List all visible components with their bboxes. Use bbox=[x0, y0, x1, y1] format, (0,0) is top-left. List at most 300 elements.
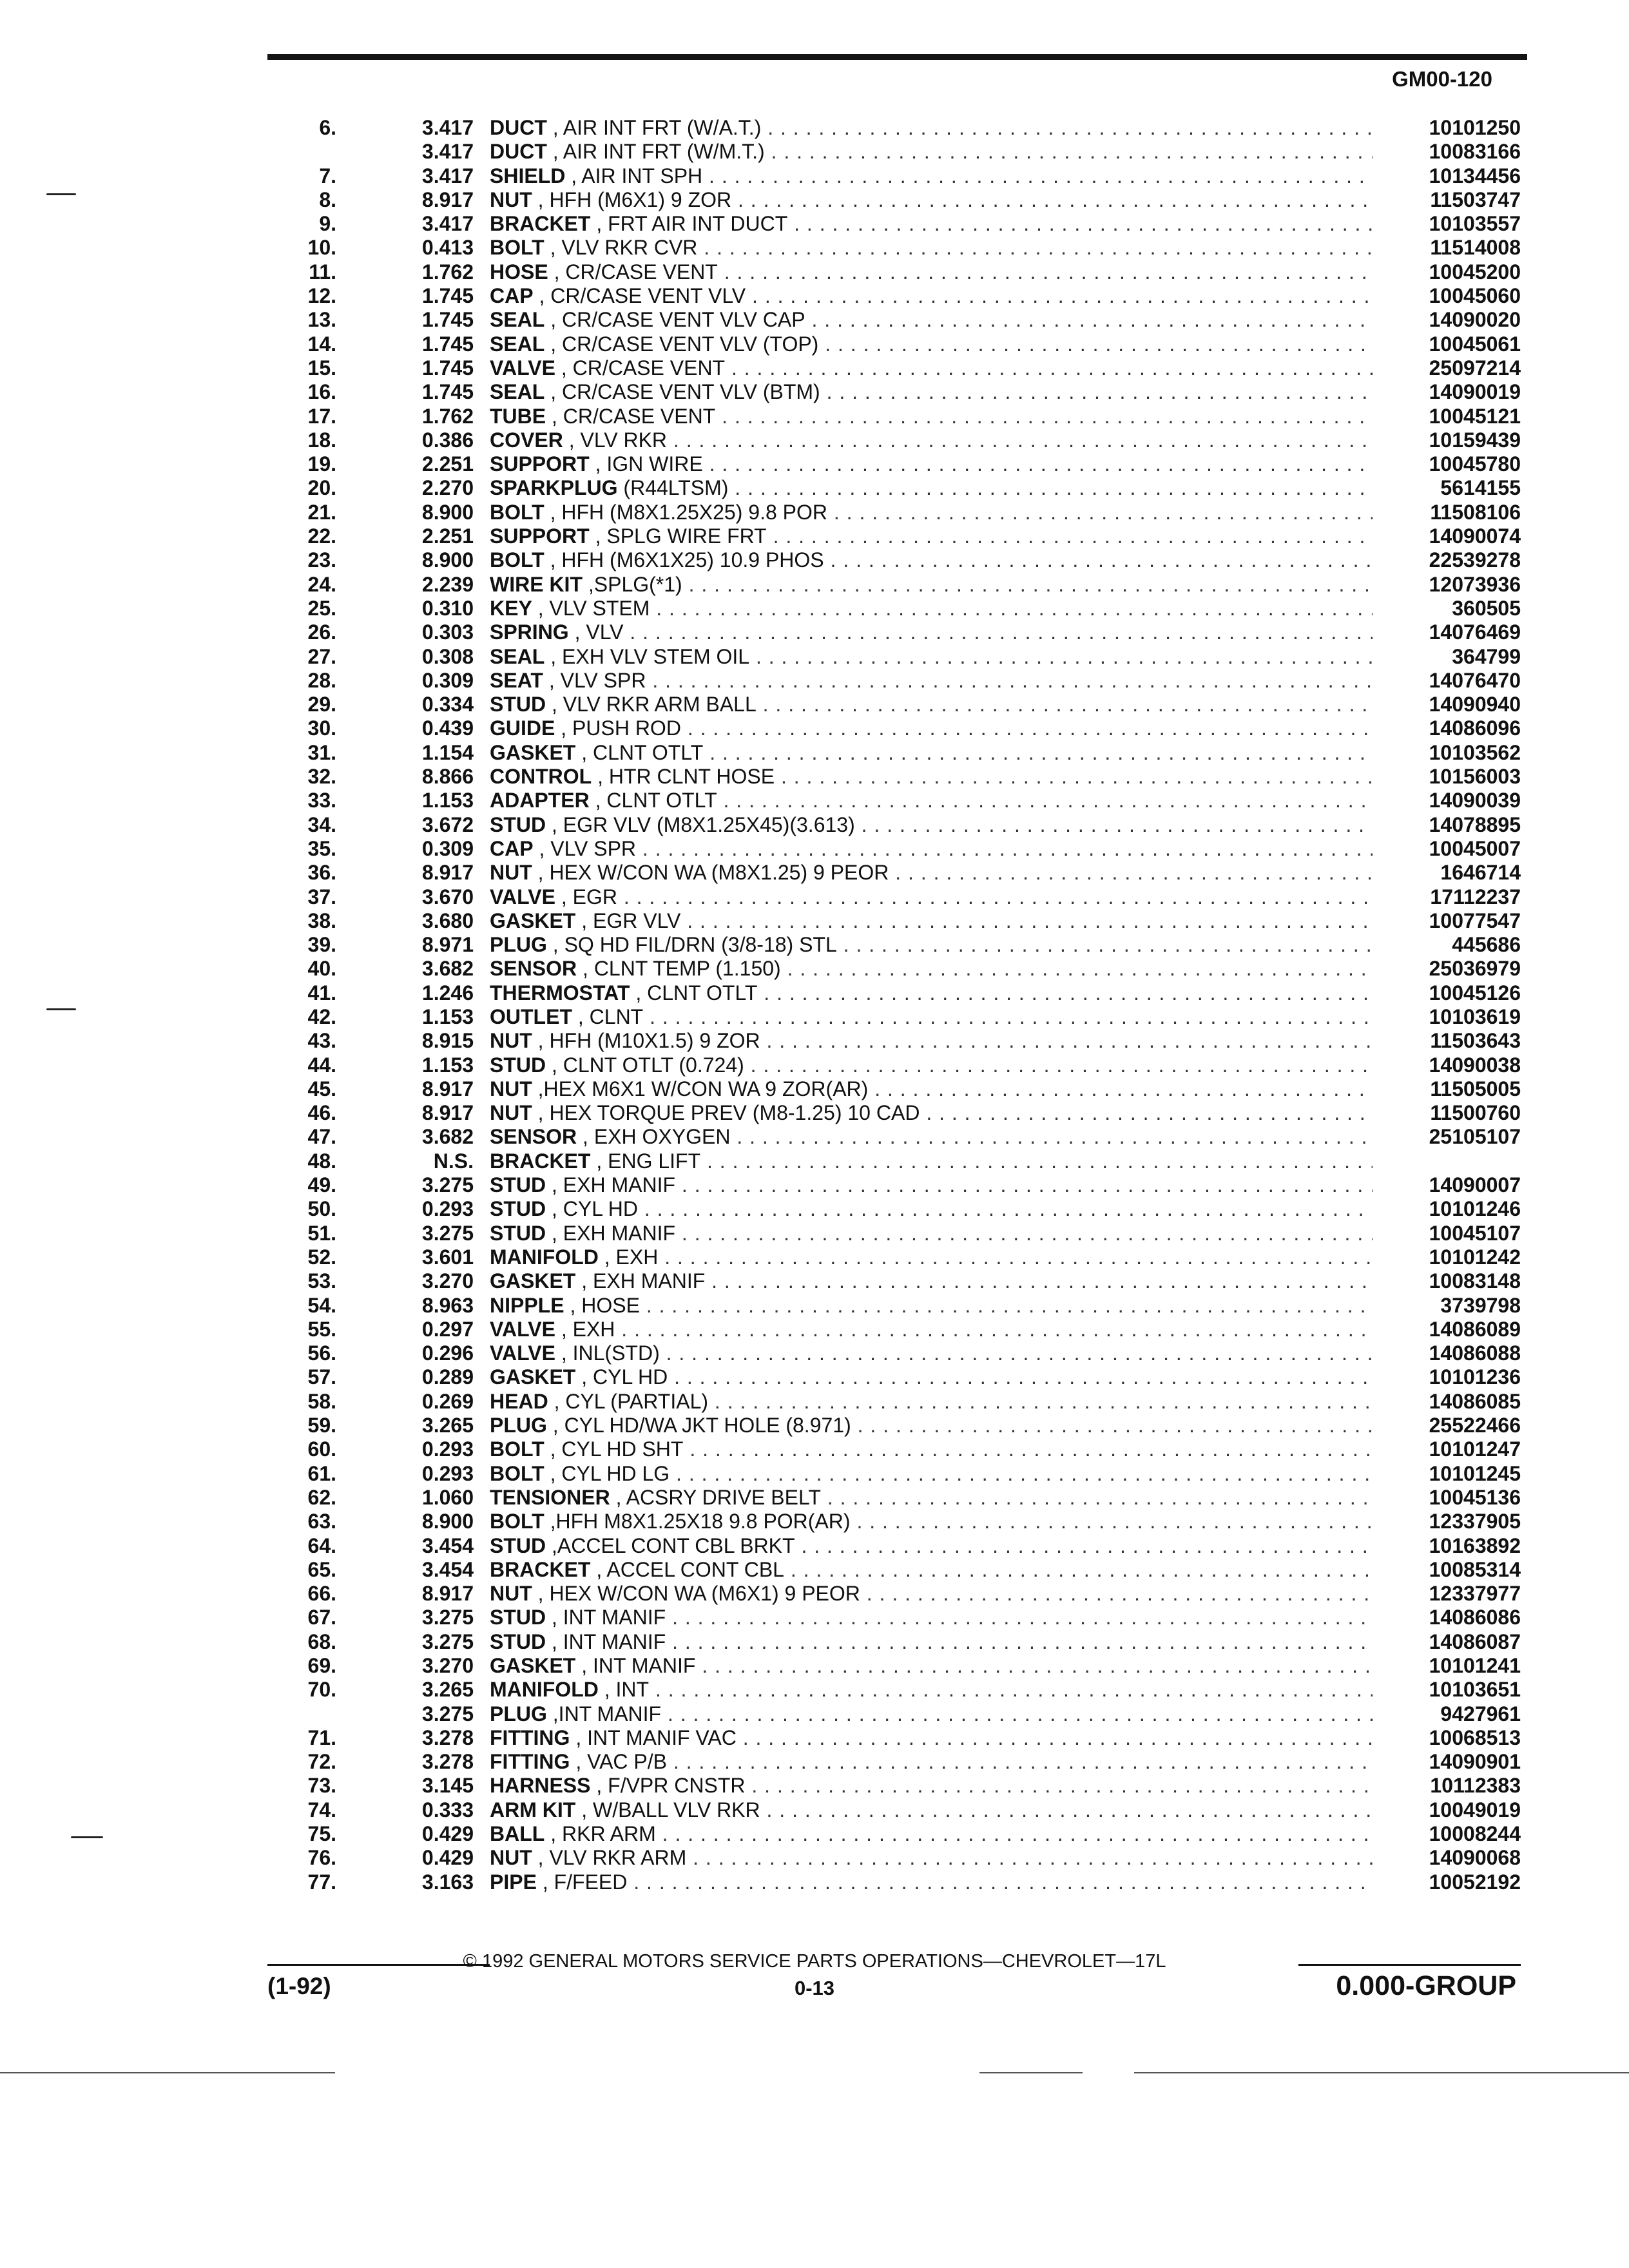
part-description bbox=[490, 1486, 1373, 1510]
group-number: 8.900 bbox=[421, 1510, 474, 1533]
part-name: BRACKET bbox=[490, 1557, 591, 1581]
part-number: 11503643 bbox=[1430, 1029, 1521, 1053]
part-number: 10083166 bbox=[1429, 140, 1521, 164]
part-description bbox=[490, 765, 1373, 789]
part-description bbox=[490, 597, 1373, 620]
part-row bbox=[303, 1750, 1521, 1774]
item-number: 11. bbox=[309, 260, 336, 284]
part-row bbox=[303, 548, 1521, 572]
part-description bbox=[490, 1294, 1373, 1318]
group-number: 8.900 bbox=[421, 548, 474, 572]
group-number: 0.309 bbox=[421, 836, 474, 860]
group-number: N.S. bbox=[433, 1149, 474, 1173]
group-number: 3.265 bbox=[421, 1678, 474, 1702]
part-detail: ,HEX M6X1 W/CON WA 9 ZOR(AR) bbox=[532, 1077, 869, 1100]
part-name: STUD bbox=[490, 1221, 546, 1245]
part-name: ADAPTER bbox=[490, 789, 590, 812]
group-number: 3.454 bbox=[421, 1557, 474, 1581]
part-description bbox=[490, 909, 1373, 933]
part-row bbox=[303, 1510, 1521, 1533]
group-number: 0.429 bbox=[421, 1846, 474, 1870]
group-number: 0.297 bbox=[421, 1317, 474, 1341]
item-number: 75. bbox=[307, 1822, 336, 1846]
part-detail: , VAC P/B bbox=[570, 1750, 667, 1774]
part-detail: , HEX W/CON WA (M6X1) 9 PEOR bbox=[532, 1582, 860, 1606]
part-number: 14090901 bbox=[1429, 1750, 1521, 1774]
group-number: 1.745 bbox=[421, 380, 474, 404]
part-name: FITTING bbox=[490, 1725, 570, 1749]
part-detail: , F/VPR CNSTR bbox=[590, 1774, 746, 1798]
item-number: 74. bbox=[307, 1798, 336, 1821]
part-number: 25097214 bbox=[1429, 356, 1521, 380]
part-detail: , CLNT OTLT (0.724) bbox=[546, 1053, 744, 1077]
scan-rule-left bbox=[0, 2072, 335, 2073]
group-number: 3.145 bbox=[421, 1774, 474, 1798]
part-detail: , VLV RKR CVR bbox=[544, 236, 698, 260]
part-row bbox=[303, 957, 1521, 981]
part-row bbox=[303, 1798, 1521, 1822]
part-description bbox=[490, 620, 1373, 644]
part-description bbox=[490, 693, 1373, 716]
item-number: 77. bbox=[307, 1870, 336, 1894]
item-number: 45. bbox=[307, 1077, 336, 1100]
part-number: 445686 bbox=[1452, 933, 1521, 957]
part-detail: , ACSRY DRIVE BELT bbox=[610, 1485, 821, 1509]
part-row bbox=[303, 405, 1521, 428]
item-number: 32. bbox=[307, 765, 336, 789]
part-row bbox=[303, 1125, 1521, 1149]
part-description bbox=[490, 284, 1373, 308]
part-number: 14086085 bbox=[1429, 1389, 1521, 1413]
part-detail: , CR/CASE VENT VLV (BTM) bbox=[545, 380, 820, 404]
part-number: 11508106 bbox=[1430, 500, 1521, 524]
margin-mark bbox=[46, 193, 76, 195]
part-name: GASKET bbox=[490, 1365, 576, 1389]
part-name: NUT bbox=[490, 1582, 532, 1606]
part-detail: , CR/CASE VENT bbox=[555, 356, 726, 380]
part-row bbox=[303, 789, 1521, 812]
part-detail: , CYL HD bbox=[546, 1197, 638, 1221]
part-description bbox=[490, 1774, 1373, 1798]
item-number: 44. bbox=[307, 1053, 336, 1077]
part-number: 10101241 bbox=[1429, 1654, 1521, 1677]
item-number: 53. bbox=[307, 1269, 336, 1293]
item-number: 57. bbox=[307, 1365, 336, 1389]
part-description bbox=[490, 1510, 1373, 1533]
part-number: 1646714 bbox=[1440, 861, 1521, 885]
part-row bbox=[303, 1390, 1521, 1414]
part-name: GASKET bbox=[490, 1269, 576, 1293]
part-description bbox=[490, 548, 1373, 572]
part-number: 17112237 bbox=[1430, 885, 1521, 908]
group-number: 8.971 bbox=[421, 933, 474, 957]
item-number: 55. bbox=[307, 1317, 336, 1341]
item-number: 60. bbox=[307, 1437, 336, 1461]
part-detail: , ENG LIFT bbox=[590, 1149, 701, 1173]
group-number: 3.680 bbox=[421, 908, 474, 932]
item-number: 54. bbox=[307, 1293, 336, 1317]
part-number: 11505005 bbox=[1430, 1077, 1521, 1100]
part-detail: , VLV RKR ARM BALL bbox=[546, 693, 757, 716]
item-number: 41. bbox=[307, 981, 336, 1004]
part-name: MANIFOLD bbox=[490, 1678, 599, 1702]
part-name: BOLT bbox=[490, 1510, 545, 1533]
page-code: GM00-120 bbox=[1392, 67, 1492, 91]
part-detail: , CLNT bbox=[572, 1004, 644, 1028]
part-number: 11514008 bbox=[1430, 236, 1521, 260]
part-number: 14076470 bbox=[1429, 668, 1521, 692]
part-name: SENSOR bbox=[490, 957, 577, 981]
part-row bbox=[303, 1173, 1521, 1197]
part-detail: , EXH MANIF bbox=[546, 1173, 676, 1197]
part-row bbox=[303, 524, 1521, 548]
part-name: STUD bbox=[490, 1197, 546, 1221]
part-row bbox=[303, 861, 1521, 885]
item-number: 21. bbox=[307, 500, 336, 524]
part-description bbox=[490, 501, 1373, 524]
part-detail: , PUSH ROD bbox=[555, 716, 681, 740]
part-row bbox=[303, 1582, 1521, 1606]
part-number: 10112383 bbox=[1430, 1774, 1521, 1798]
item-number: 34. bbox=[307, 812, 336, 836]
part-row bbox=[303, 452, 1521, 476]
item-number: 64. bbox=[307, 1533, 336, 1557]
group-number: 3.601 bbox=[421, 1245, 474, 1269]
part-detail: , EXH MANIF bbox=[575, 1269, 706, 1293]
part-description bbox=[490, 716, 1373, 740]
part-detail: , CLNT TEMP (1.150) bbox=[577, 957, 781, 981]
item-number: 62. bbox=[307, 1485, 336, 1509]
part-name: BOLT bbox=[490, 500, 545, 524]
group-number: 1.153 bbox=[421, 789, 474, 812]
part-number: 22539278 bbox=[1429, 548, 1521, 572]
part-number: 14086087 bbox=[1429, 1629, 1521, 1653]
part-description bbox=[490, 861, 1373, 885]
part-detail: ,HFH M8X1.25X18 9.8 POR(AR) bbox=[544, 1510, 851, 1533]
part-row bbox=[303, 164, 1521, 188]
part-row bbox=[303, 188, 1521, 212]
part-detail: , AIR INT FRT (W/M.T.) bbox=[546, 140, 765, 164]
part-description bbox=[490, 837, 1373, 861]
part-description bbox=[490, 1630, 1373, 1654]
group-number: 0.439 bbox=[421, 716, 474, 740]
part-name: BRACKET bbox=[490, 212, 591, 236]
part-number: 5614155 bbox=[1440, 476, 1521, 500]
part-number: 10045126 bbox=[1429, 981, 1521, 1004]
part-description bbox=[490, 1750, 1373, 1774]
part-description bbox=[490, 1582, 1373, 1606]
item-number: 70. bbox=[307, 1678, 336, 1702]
part-number: 14078895 bbox=[1429, 812, 1521, 836]
part-name: NUT bbox=[490, 861, 532, 885]
item-number: 65. bbox=[307, 1557, 336, 1581]
part-detail: , CYL HD/WA JKT HOLE (8.971) bbox=[546, 1414, 851, 1437]
part-row bbox=[303, 741, 1521, 765]
part-detail: , HEX W/CON WA (M8X1.25) 9 PEOR bbox=[532, 861, 889, 885]
part-description bbox=[490, 188, 1373, 212]
margin-mark bbox=[71, 1836, 103, 1838]
part-description bbox=[490, 428, 1373, 452]
part-name: OUTLET bbox=[490, 1004, 572, 1028]
part-number: 10068513 bbox=[1429, 1725, 1521, 1749]
part-description bbox=[490, 140, 1373, 164]
group-number: 8.917 bbox=[421, 861, 474, 885]
item-number: 12. bbox=[307, 284, 336, 308]
part-row bbox=[303, 1462, 1521, 1486]
part-description bbox=[490, 981, 1373, 1005]
part-detail: , HEX TORQUE PREV (M8-1.25) 10 CAD bbox=[532, 1101, 920, 1125]
part-row bbox=[303, 1005, 1521, 1029]
part-number: 360505 bbox=[1452, 596, 1521, 620]
part-description bbox=[490, 260, 1373, 284]
footer-group: 0.000-GROUP bbox=[1336, 1970, 1516, 2001]
part-description bbox=[490, 1053, 1373, 1077]
scan-rule-right bbox=[1134, 2072, 1629, 2073]
item-number: 47. bbox=[307, 1125, 336, 1149]
part-detail: , EXH bbox=[598, 1245, 659, 1269]
part-description bbox=[490, 1462, 1373, 1486]
part-row bbox=[303, 212, 1521, 236]
part-name: CAP bbox=[490, 836, 534, 860]
group-number: 3.275 bbox=[421, 1606, 474, 1629]
part-number: 10045200 bbox=[1429, 260, 1521, 284]
group-number: 3.275 bbox=[421, 1221, 474, 1245]
part-row bbox=[303, 501, 1521, 524]
part-number: 364799 bbox=[1452, 644, 1521, 668]
part-number: 10134456 bbox=[1429, 164, 1521, 187]
group-number: 8.963 bbox=[421, 1293, 474, 1317]
part-detail: , AIR INT SPH bbox=[565, 164, 703, 187]
part-number: 14086086 bbox=[1429, 1606, 1521, 1629]
part-detail: , HFH (M10X1.5) 9 ZOR bbox=[532, 1029, 760, 1053]
part-row bbox=[303, 765, 1521, 789]
parts-list bbox=[303, 116, 1521, 1894]
group-number: 0.310 bbox=[421, 596, 474, 620]
part-description bbox=[490, 1365, 1373, 1389]
item-number: 68. bbox=[307, 1629, 336, 1653]
part-name: CAP bbox=[490, 284, 534, 308]
part-detail: , VLV SPR bbox=[533, 836, 637, 860]
part-number: 10103562 bbox=[1429, 740, 1521, 764]
part-name: STUD bbox=[490, 1606, 546, 1629]
part-description bbox=[490, 813, 1373, 837]
part-detail: , F/FEED bbox=[536, 1870, 628, 1894]
item-number: 26. bbox=[307, 620, 336, 644]
part-detail: , CR/CASE VENT VLV bbox=[533, 284, 746, 308]
part-row bbox=[303, 1534, 1521, 1558]
item-number: 24. bbox=[307, 572, 336, 596]
part-number: 10049019 bbox=[1429, 1798, 1521, 1821]
part-description bbox=[490, 1245, 1373, 1269]
part-name: STUD bbox=[490, 1173, 546, 1197]
part-name: STUD bbox=[490, 812, 546, 836]
part-number: 10101246 bbox=[1429, 1197, 1521, 1221]
group-number: 3.454 bbox=[421, 1533, 474, 1557]
group-number: 0.413 bbox=[421, 236, 474, 260]
group-number: 1.745 bbox=[421, 308, 474, 332]
part-detail: , AIR INT FRT (W/A.T.) bbox=[546, 116, 762, 139]
part-detail: , INT MANIF bbox=[546, 1606, 666, 1629]
group-number: 3.278 bbox=[421, 1725, 474, 1749]
part-number: 3739798 bbox=[1440, 1293, 1521, 1317]
margin-mark bbox=[46, 1008, 76, 1010]
part-detail: , CLNT OTLT bbox=[575, 740, 704, 764]
group-number: 0.293 bbox=[421, 1437, 474, 1461]
part-name: VALVE bbox=[490, 885, 555, 908]
part-description bbox=[490, 1678, 1373, 1702]
part-name: COVER bbox=[490, 428, 563, 452]
group-number: 1.762 bbox=[421, 404, 474, 428]
part-name: GASKET bbox=[490, 740, 576, 764]
part-detail: ,ACCEL CONT CBL BRKT bbox=[546, 1533, 795, 1557]
part-name: SEAL bbox=[490, 644, 545, 668]
part-number: 10045780 bbox=[1429, 452, 1521, 476]
part-name: VALVE bbox=[490, 1341, 555, 1365]
part-row bbox=[303, 1053, 1521, 1077]
part-row bbox=[303, 1726, 1521, 1750]
group-number: 3.417 bbox=[421, 212, 474, 236]
part-row bbox=[303, 356, 1521, 380]
item-number: 72. bbox=[307, 1750, 336, 1774]
group-number: 3.417 bbox=[421, 116, 474, 139]
part-row bbox=[303, 1846, 1521, 1870]
part-row bbox=[303, 885, 1521, 909]
item-number: 18. bbox=[307, 428, 336, 452]
part-row bbox=[303, 1870, 1521, 1894]
part-description bbox=[490, 116, 1373, 140]
group-number: 0.334 bbox=[421, 693, 474, 716]
part-name: NUT bbox=[490, 187, 532, 211]
part-description bbox=[490, 476, 1373, 500]
part-description bbox=[490, 645, 1373, 669]
part-detail: , CYL HD bbox=[575, 1365, 668, 1389]
part-name: PLUG bbox=[490, 1702, 547, 1725]
part-name: TENSIONER bbox=[490, 1485, 610, 1509]
part-description bbox=[490, 669, 1373, 693]
part-number: 10103557 bbox=[1429, 212, 1521, 236]
part-detail: , INT MANIF bbox=[546, 1629, 666, 1653]
part-description bbox=[490, 1318, 1373, 1341]
part-name: VALVE bbox=[490, 356, 555, 380]
part-description bbox=[490, 1726, 1373, 1750]
part-name: HOSE bbox=[490, 260, 548, 284]
part-description bbox=[490, 1702, 1373, 1726]
item-number: 20. bbox=[307, 476, 336, 500]
part-row bbox=[303, 284, 1521, 308]
part-description bbox=[490, 741, 1373, 765]
part-description bbox=[490, 789, 1373, 812]
part-row bbox=[303, 933, 1521, 957]
item-number: 71. bbox=[307, 1725, 336, 1749]
part-number: 14086088 bbox=[1429, 1341, 1521, 1365]
part-description bbox=[490, 308, 1373, 332]
part-description bbox=[490, 452, 1373, 476]
group-number: 3.270 bbox=[421, 1654, 474, 1677]
part-row bbox=[303, 669, 1521, 693]
part-number: 14086096 bbox=[1429, 716, 1521, 740]
item-number: 7. bbox=[319, 164, 336, 187]
group-number: 3.672 bbox=[421, 812, 474, 836]
part-detail: , VLV SPR bbox=[543, 668, 646, 692]
part-number: 10101250 bbox=[1429, 116, 1521, 139]
part-row bbox=[303, 573, 1521, 597]
part-number: 14086089 bbox=[1429, 1317, 1521, 1341]
part-row bbox=[303, 1414, 1521, 1437]
part-name: SEAL bbox=[490, 380, 545, 404]
part-detail: , EGR bbox=[555, 885, 617, 908]
part-name: THERMOSTAT bbox=[490, 981, 630, 1004]
item-number: 61. bbox=[307, 1461, 336, 1485]
group-number: 8.917 bbox=[421, 1582, 474, 1606]
part-description bbox=[490, 1269, 1373, 1293]
item-number: 28. bbox=[307, 668, 336, 692]
part-description bbox=[490, 356, 1373, 380]
group-number: 3.682 bbox=[421, 957, 474, 981]
group-number: 0.308 bbox=[421, 644, 474, 668]
part-number: 11503747 bbox=[1430, 187, 1521, 211]
group-number: 3.670 bbox=[421, 885, 474, 908]
part-detail: ,INT MANIF bbox=[546, 1702, 662, 1725]
part-number: 10008244 bbox=[1429, 1822, 1521, 1846]
group-number: 2.239 bbox=[421, 572, 474, 596]
part-number: 10077547 bbox=[1429, 908, 1521, 932]
part-name: SEAT bbox=[490, 668, 543, 692]
part-description bbox=[490, 236, 1373, 260]
group-number: 1.762 bbox=[421, 260, 474, 284]
part-detail: , CR/CASE VENT VLV CAP bbox=[545, 308, 805, 332]
part-detail: , CLNT OTLT bbox=[630, 981, 758, 1004]
part-detail: , SPLG WIRE FRT bbox=[589, 524, 767, 548]
part-detail: , SQ HD FIL/DRN (3/8-18) STL bbox=[546, 933, 837, 957]
group-number: 3.275 bbox=[421, 1629, 474, 1653]
item-number: 76. bbox=[307, 1846, 336, 1870]
group-number: 1.154 bbox=[421, 740, 474, 764]
part-description bbox=[490, 1846, 1373, 1870]
group-number: 8.917 bbox=[421, 1077, 474, 1100]
part-row bbox=[303, 597, 1521, 620]
part-row bbox=[303, 1197, 1521, 1221]
part-description bbox=[490, 1125, 1373, 1149]
group-number: 3.278 bbox=[421, 1750, 474, 1774]
part-number: 14090074 bbox=[1429, 524, 1521, 548]
part-name: GUIDE bbox=[490, 716, 555, 740]
part-number: 25036979 bbox=[1429, 957, 1521, 981]
part-row bbox=[303, 1486, 1521, 1510]
part-description bbox=[490, 380, 1373, 404]
part-number: 10045060 bbox=[1429, 284, 1521, 308]
part-detail: , HOSE bbox=[564, 1293, 640, 1317]
part-description bbox=[490, 1534, 1373, 1558]
part-name: SENSOR bbox=[490, 1125, 577, 1149]
group-number: 3.270 bbox=[421, 1269, 474, 1293]
part-row bbox=[303, 909, 1521, 933]
part-number: 10163892 bbox=[1429, 1533, 1521, 1557]
part-detail: , ACCEL CONT CBL bbox=[590, 1557, 784, 1581]
part-number: 9427961 bbox=[1440, 1702, 1521, 1725]
part-description bbox=[490, 1149, 1373, 1173]
part-row bbox=[303, 1774, 1521, 1798]
part-name: DUCT bbox=[490, 140, 547, 164]
part-description bbox=[490, 1822, 1373, 1846]
part-name: BOLT bbox=[490, 1437, 545, 1461]
part-description bbox=[490, 1390, 1373, 1414]
part-name: HEAD bbox=[490, 1389, 548, 1413]
part-name: SEAL bbox=[490, 308, 545, 332]
part-row bbox=[303, 837, 1521, 861]
item-number: 67. bbox=[307, 1606, 336, 1629]
part-name: CONTROL bbox=[490, 765, 592, 789]
part-description bbox=[490, 1197, 1373, 1221]
